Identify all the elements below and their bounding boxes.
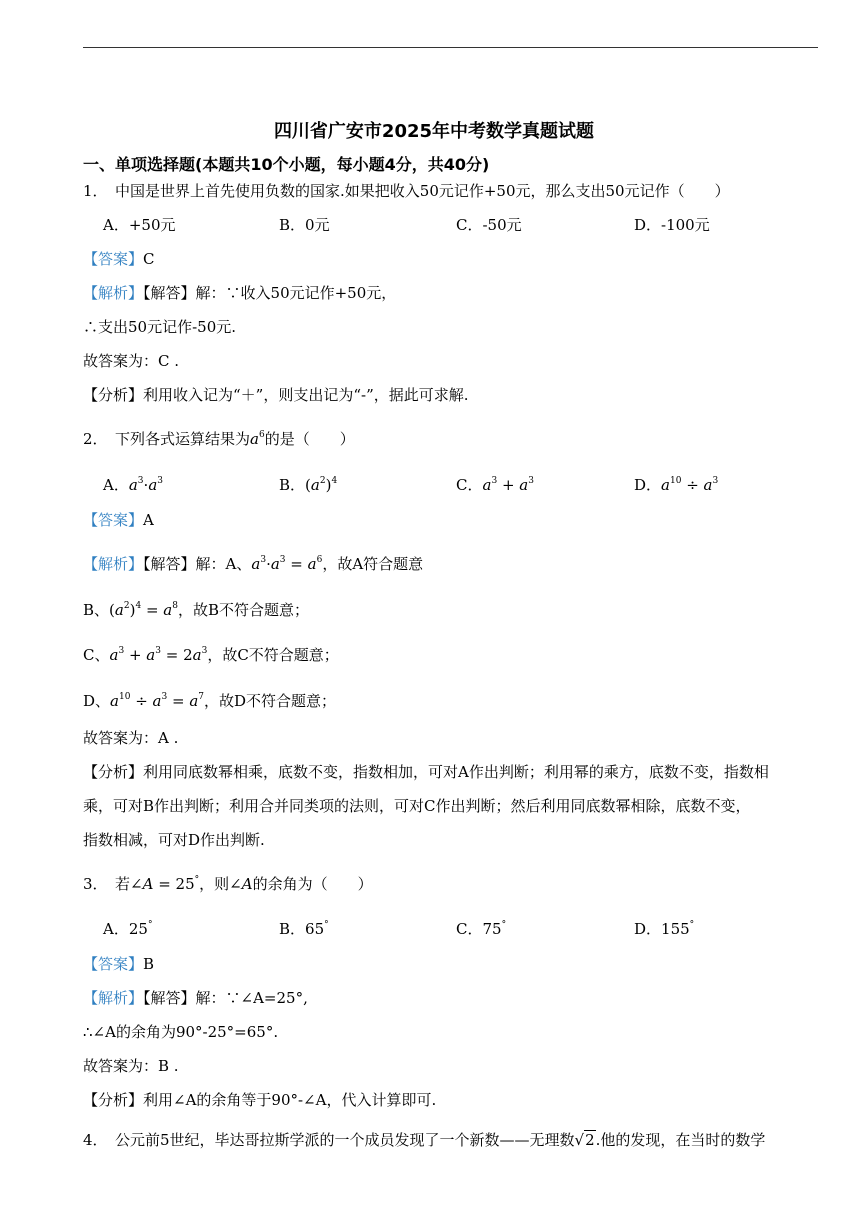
q2-option-d: [634, 471, 718, 495]
answer-value: B: [143, 955, 155, 973]
option-label: C．: [456, 920, 483, 938]
q1-option-d: D．-100元: [634, 216, 710, 234]
solution-text: ，故C不符合题意；: [207, 646, 339, 664]
solution-text: ，故B不符合题意；: [177, 601, 309, 619]
q1-option-a: A．+50元: [103, 216, 176, 234]
q3-analysis: 【分析】利用∠A的余角等于90°-∠A，代入计算即可.: [83, 1091, 437, 1109]
solution-text: 解：A、: [195, 555, 252, 573]
analysis-tag: 【解析】: [83, 989, 144, 1007]
question-stem: 中国是世界上首先使用负数的国家.如果把收入50元记作+50元，那么支出50元记作（ ）: [115, 182, 730, 200]
answer-tag: 【答案】: [83, 250, 144, 268]
answer-tag: 【答案】: [83, 511, 144, 529]
math-expr: $a^3\cdot a^3$: [128, 476, 163, 494]
math-expr: ∠A: [229, 875, 253, 893]
q2-solution-c: [83, 641, 339, 665]
option-value: 75: [482, 920, 502, 938]
q2-conclusion: 故答案为：A .: [83, 729, 179, 747]
answer-tag: 【答案】: [83, 955, 144, 973]
option-value: 155: [661, 920, 690, 938]
math-expr: $a^{10} \div a^3 = a^7$: [110, 692, 205, 710]
q1-analysis: 【分析】利用收入记为“＋”，则支出记为“-”，据此可求解.: [83, 386, 469, 404]
question-stem-mid: ，则: [199, 875, 230, 893]
q3-option-c: C．75°: [456, 920, 507, 938]
option-label: B．: [279, 476, 306, 494]
analysis-tag: 【解析】: [83, 555, 144, 573]
question-4: [83, 1130, 765, 1150]
q3-solution-line-3: 故答案为：B .: [83, 1057, 179, 1075]
q3-solution-line-1: [83, 988, 308, 1008]
answer-value: C: [143, 250, 155, 268]
solution-tag: 【解答】: [143, 284, 196, 302]
solution-text: 解：∵∠A=25°,: [195, 989, 308, 1007]
question-number: 2．: [83, 430, 108, 448]
math-expr: $a^3\cdot a^3 = a^6$: [251, 555, 323, 573]
option-label: D．: [634, 476, 662, 494]
question-number: 1．: [83, 182, 108, 200]
q2-option-c: [456, 471, 534, 495]
question-stem-pre: 若: [115, 875, 131, 893]
option-label: B．: [279, 920, 306, 938]
q1-option-b: B．0元: [279, 216, 330, 234]
solution-tag: 【解答】: [143, 555, 196, 573]
q2-solution-b: [83, 596, 309, 620]
option-label: A．: [103, 920, 129, 938]
solution-text: ，故A符合题意: [322, 555, 424, 573]
solution-text: C、: [83, 646, 110, 664]
section-heading: 一、单项选择题(本题共10个小题，每小题4分，共40分): [83, 155, 490, 174]
q2-solution-a: [83, 550, 423, 574]
question-stem-post: .他的发现，在当时的数学: [595, 1131, 766, 1149]
question-2: [83, 425, 355, 449]
math-expr: ∠A = 25°: [130, 875, 200, 893]
q2-answer: [83, 510, 154, 530]
math-expr: $a^3 + a^3$: [482, 476, 534, 494]
page-title: 四川省广安市2025年中考数学真题试题: [273, 121, 595, 142]
question-1: [83, 181, 730, 201]
q2-analysis-1: 【分析】利用同底数幂相乘，底数不变，指数相加，可对A作出判断；利用幂的乘方，底数不变，指数相: [83, 763, 769, 781]
solution-text: 解：∵收入50元记作+50元，: [195, 284, 397, 302]
q2-solution-d: [83, 687, 336, 711]
option-label: D．: [634, 920, 662, 938]
question-stem-pre: 公元前5世纪，毕达哥拉斯学派的一个成员发现了一个新数——无理数: [115, 1131, 575, 1149]
question-stem-post: 的是（ ）: [264, 430, 355, 448]
question-3: [83, 870, 373, 894]
header-rule: [83, 47, 818, 48]
q3-solution-line-2: ∴∠A的余角为90°-25°=65°.: [83, 1023, 279, 1041]
option-value: 25: [128, 920, 148, 938]
q3-option-b: B．65°: [279, 920, 329, 938]
q1-option-c: C．-50元: [456, 216, 522, 234]
q2-analysis-2: 乘，可对B作出判断；利用合并同类项的法则，可对C作出判断；然后利用同底数幂相除，底数不变，: [83, 797, 751, 815]
question-number: 4．: [83, 1131, 108, 1149]
question-stem-post: 的余角为（ ）: [252, 875, 373, 893]
analysis-tag: 【解析】: [83, 284, 144, 302]
solution-text: D、: [83, 692, 111, 710]
q3-option-a: A．25°: [103, 920, 153, 938]
solution-tag: 【解答】: [143, 989, 196, 1007]
q2-analysis-3: 指数相减，可对D作出判断.: [83, 831, 265, 849]
q3-answer: [83, 954, 154, 974]
math-expr: $a^6$: [250, 430, 265, 448]
sqrt-expr: √2: [574, 1131, 595, 1149]
math-expr: $a^3 + a^3 = 2a^3$: [109, 646, 208, 664]
q2-option-a: [103, 471, 163, 495]
q2-option-b: [279, 471, 337, 495]
solution-text: B、: [83, 601, 110, 619]
option-label: C．: [456, 476, 483, 494]
solution-text: ，故D不符合题意；: [204, 692, 337, 710]
option-label: A．: [103, 476, 129, 494]
answer-value: A: [143, 511, 154, 529]
q1-solution-line-1: [83, 283, 396, 303]
q1-answer: [83, 249, 155, 269]
q1-solution-line-3: 故答案为：C .: [83, 352, 180, 370]
math-expr: $(a^2)^4 = a^8$: [109, 601, 178, 619]
question-number: 3．: [83, 875, 108, 893]
math-expr: $(a^2)^4$: [305, 476, 338, 494]
math-expr: $a^{10} \div a^3$: [661, 476, 719, 494]
option-value: 65: [305, 920, 325, 938]
q3-option-d: D．155°: [634, 920, 695, 938]
q1-solution-line-2: ∴支出50元记作-50元.: [83, 318, 237, 336]
question-stem-pre: 下列各式运算结果为: [115, 430, 251, 448]
